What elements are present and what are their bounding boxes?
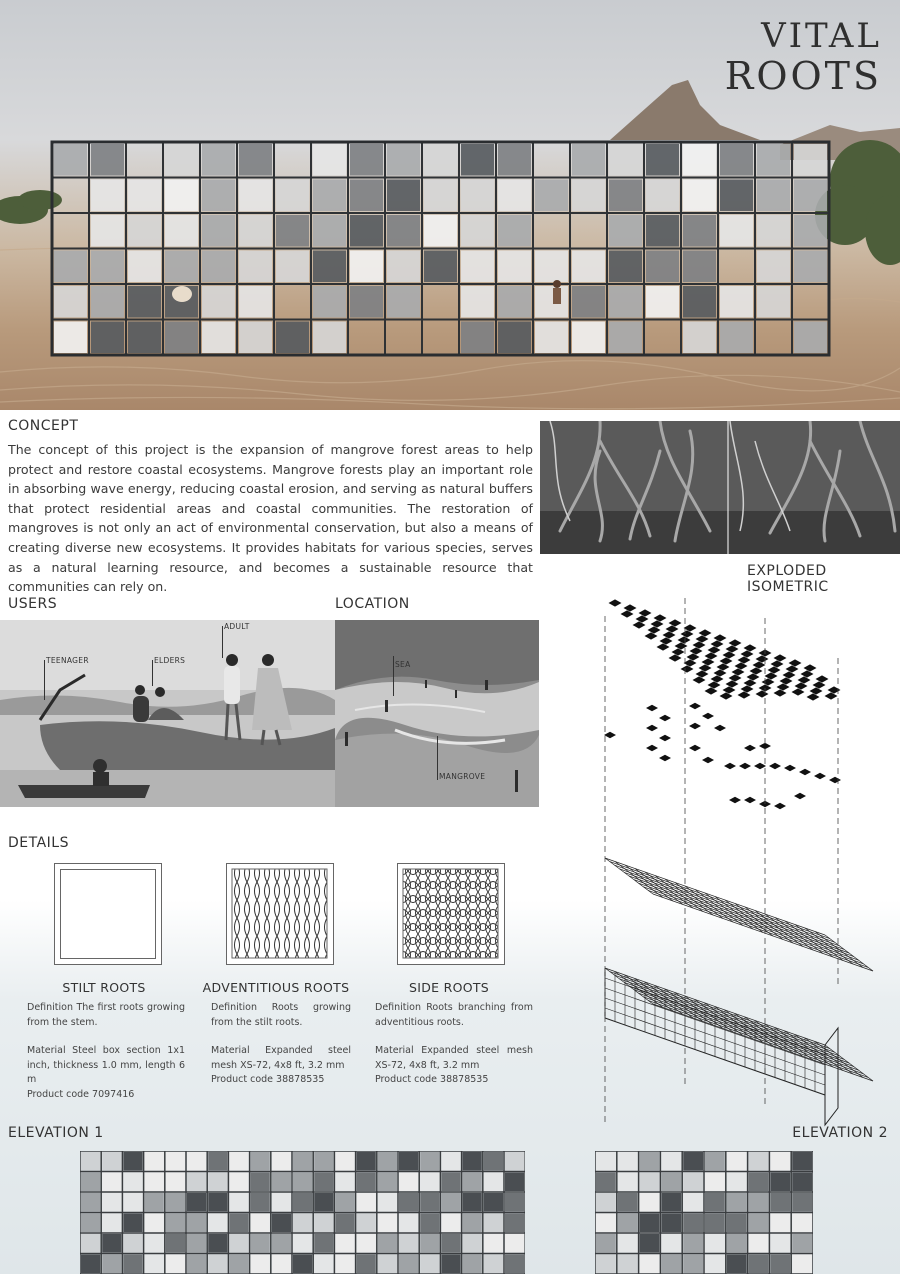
elevation-2-drawing bbox=[595, 1151, 813, 1274]
side-roots-description bbox=[375, 1001, 533, 1088]
stilt-roots-code: Product code 7097416 bbox=[27, 1088, 135, 1100]
location-photo bbox=[335, 620, 539, 807]
title-roots: ROOTS bbox=[724, 54, 882, 98]
adventitious-roots-title: ADVENTITIOUS ROOTS bbox=[202, 980, 350, 995]
concept-paragraph: The concept of this project is the expansion of mangrove forest areas to help protect and restore coastal ecosystems. Mangrove forests play an important role in absorbing wave energy, reducing coastal erosion, and serving as natural buffers that protect residential areas and coastal communities. The restoration of mangroves is not only an act of environmental conservation, but also a means of creating diverse new ecosystems. It provides habitats for various species, serves as a natural learning resource, and becomes a sustainable resource that communities can rely on. bbox=[8, 442, 533, 595]
users-heading: USERS bbox=[8, 596, 58, 612]
label-elders: ELDERS bbox=[154, 656, 186, 665]
label-adult: ADULT bbox=[224, 622, 250, 631]
stilt-roots-definition: Definition The first roots growing from the stem. bbox=[27, 1002, 185, 1028]
stilt-roots-swatch bbox=[54, 863, 162, 965]
adult-leader-line bbox=[222, 626, 223, 658]
stilt-roots-title: STILT ROOTS bbox=[62, 980, 146, 995]
side-roots-definition: Definition Roots branching from adventitious roots. bbox=[375, 1002, 533, 1028]
stilt-roots-description bbox=[27, 1001, 185, 1102]
details-heading: DETAILS bbox=[8, 835, 69, 851]
mangrove-roots-photo bbox=[540, 421, 900, 554]
mangrove-leader-line bbox=[437, 736, 438, 780]
users-photo bbox=[0, 620, 335, 807]
label-sea: SEA bbox=[395, 660, 411, 669]
side-roots-code: Product code 38878535 bbox=[375, 1074, 489, 1085]
elevation-1-drawing bbox=[80, 1151, 525, 1274]
adventitious-roots-description bbox=[211, 1001, 351, 1088]
side-roots-title: SIDE ROOTS bbox=[408, 980, 490, 995]
elders-leader-line bbox=[152, 660, 153, 686]
side-roots-material: Material Expanded steel mesh XS-72, 4x8 ft, 3.2 mm bbox=[375, 1045, 533, 1071]
elevation-2-heading: ELEVATION 2 bbox=[792, 1125, 888, 1141]
label-mangrove: MANGROVE bbox=[439, 772, 486, 781]
label-teenager: TEENAGER bbox=[46, 656, 89, 665]
sea-leader-line bbox=[393, 656, 394, 696]
stilt-roots-material: Material Steel box section 1x1 inch, thickness 1.0 mm, length 6 m bbox=[27, 1045, 185, 1085]
adventitious-roots-code: Product code 38878535 bbox=[211, 1074, 325, 1085]
adventitious-roots-material: Material Expanded steel mesh XS-72, 4x8 ft, 3.2 mm bbox=[211, 1045, 351, 1071]
adventitious-roots-definition: Definition Roots growing from the stilt roots. bbox=[211, 1002, 351, 1028]
hero-render bbox=[0, 0, 900, 410]
location-heading: LOCATION bbox=[335, 596, 410, 612]
concept-heading: CONCEPT bbox=[8, 418, 79, 434]
teenager-leader-line bbox=[44, 660, 45, 700]
side-roots-swatch bbox=[397, 863, 505, 965]
exploded-heading: EXPLODED ISOMETRIC bbox=[747, 563, 829, 595]
exploded-isometric-drawing bbox=[590, 568, 900, 1138]
elevation-1-heading: ELEVATION 1 bbox=[8, 1125, 104, 1141]
title-vital: VITAL bbox=[761, 16, 882, 56]
adventitious-roots-swatch bbox=[226, 863, 334, 965]
